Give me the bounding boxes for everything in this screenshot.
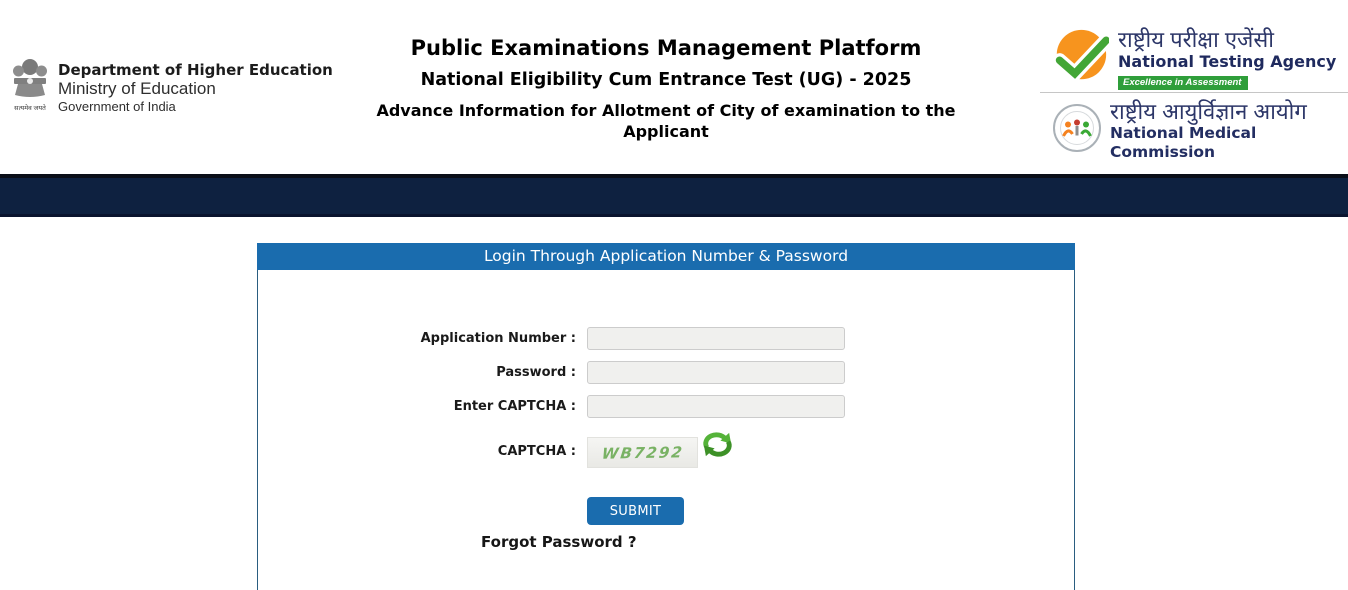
nmc-seal-icon [1052,103,1102,158]
dept-higher-education-label: Department of Higher Education [58,61,333,79]
forgot-password-link[interactable]: Forgot Password ? [481,533,637,551]
captcha-label: CAPTCHA : [497,444,576,459]
application-number-row [258,327,1074,350]
page-header [0,0,1348,174]
captcha-refresh-icon[interactable] [702,429,733,460]
enter-captcha-row [258,395,1074,418]
ministry-of-education-label: Ministry of Education [58,79,216,99]
login-form [257,270,1075,590]
government-of-india-label: Government of India [58,98,176,114]
nmc-hindi-name: राष्ट्रीय आयुर्विज्ञान आयोग [1110,99,1307,124]
emblem-of-india-icon [11,87,49,104]
nta-english-name: National Testing Agency [1118,52,1337,72]
nta-branding [1052,28,1348,90]
captcha-input[interactable] [587,395,845,418]
captcha-code-text: WB7292 [600,442,685,463]
emblem-caption: सत्यमेव जयते [14,105,46,112]
page-titles [300,36,1032,143]
captcha-image [587,437,698,468]
enter-captcha-label: Enter CAPTCHA : [453,399,576,414]
login-panel [257,243,1075,590]
government-branding [10,58,333,115]
submit-button[interactable]: SUBMIT [587,497,684,525]
nmc-branding [1052,100,1348,161]
nav-bar [0,174,1348,217]
nta-hindi-name: राष्ट्रीय परीक्षा एजेंसी [1118,27,1274,52]
login-panel-title: Login Through Application Number & Password [257,243,1075,270]
application-number-label: Application Number : [420,331,576,346]
exam-title: National Eligibility Cum Entrance Test (UG) - 2025 [420,70,912,90]
captcha-row [258,437,1074,466]
logo-divider [1040,92,1348,93]
password-row [258,361,1074,384]
application-number-input[interactable] [587,327,845,350]
agency-logos [1052,28,1348,161]
password-label: Password : [496,365,576,380]
platform-title: Public Examinations Management Platform [410,36,922,60]
password-input[interactable] [587,361,845,384]
page-subtitle: Advance Information for Allotment of City of examination to the Applicant [376,101,956,141]
nta-tagline-badge: Excellence in Assessment [1118,76,1248,90]
nmc-english-name: National Medical Commission [1110,124,1257,161]
nta-logo-icon [1052,28,1109,90]
